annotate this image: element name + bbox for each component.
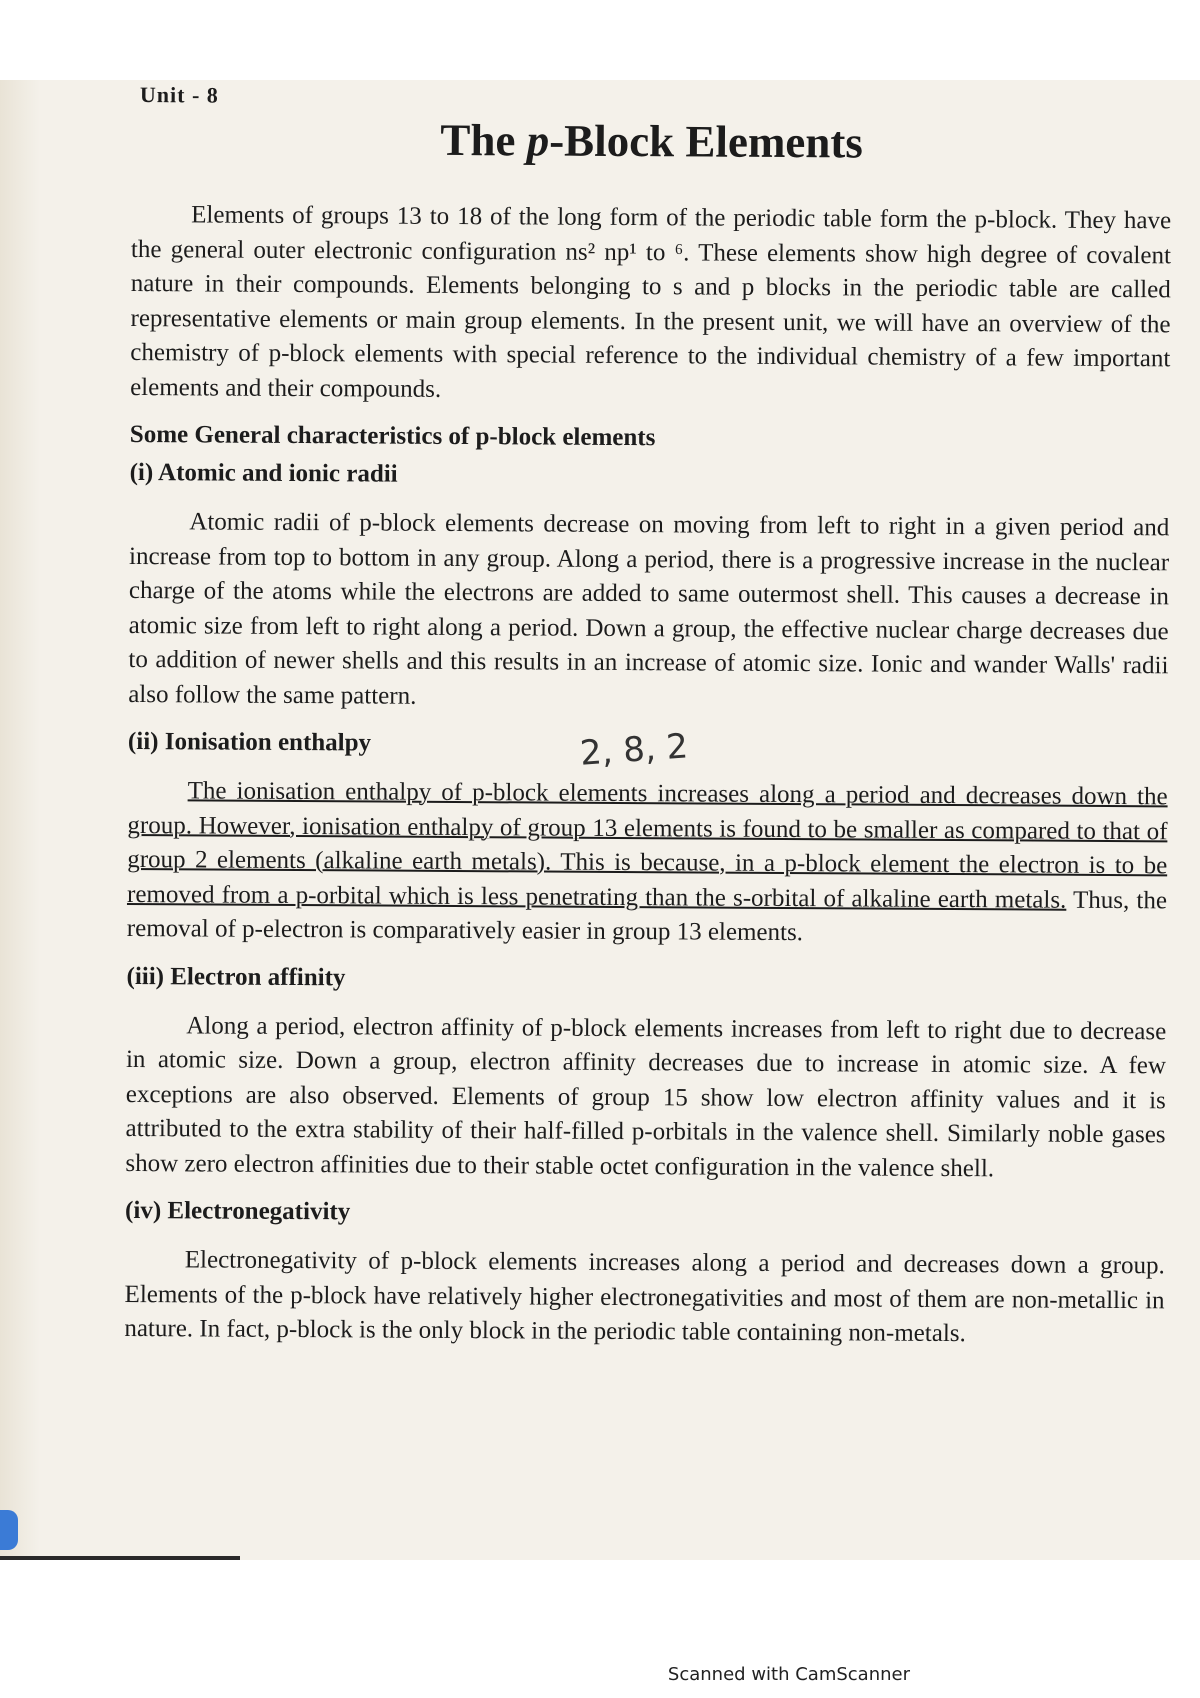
handwritten-note: 2, 8, 2 (578, 726, 690, 774)
paragraph-ionisation-enthalpy (127, 774, 1168, 953)
intro-paragraph: Elements of groups 13 to 18 of the long form of the periodic table form the p-block. They have the general outer electronic configuration ns² np¹ to ⁶. These elements show high degree of covalent nature in their compounds. Elements belonging to s and p blocks in the periodic table are called representative elements or main group elements. In the present unit, we will have an overview of the chemistry of p-block elements with special reference to the individual chemistry of a few important elements and their compounds. (130, 201, 1172, 403)
page-edge-shadow (0, 80, 40, 1560)
paragraph-electron-affinity: Along a period, electron affinity of p-block elements increases from left to right due to decrease in atomic size. Down a group, electron affinity decreases due to increase in atomic size. A few exceptions are also observed. Elements of group 15 show low electron affinity values and it is attributed to the extra stability of their half-filled p-orbitals in the valence shell. Similarly noble gases show zero electron affinities due to their stable octet configuration in the valence shell. (125, 1011, 1167, 1182)
document-content (124, 82, 1172, 1369)
section-heading: Some General characteristics of p-block elements (129, 420, 656, 452)
heading-ionisation-enthalpy: (ii) Ionisation enthalpy (127, 727, 372, 757)
ionisation-text-tail: Thus, the removal of p-electron is comparatively easier in group 13 elements. (126, 886, 1168, 947)
paragraph-atomic-ionic-radii: Atomic radii of p-block elements decrease on moving from left to right in a given period and increase from top to bottom in any group. Along a period, there is a progressive increase in the nuclear charge of the atoms while the electrons are added to same outermost shell. This causes a decrease in atomic size from left to right along a period. Down a group, the effective nuclear charge decreases due to addition of newer shells and this results in an increase of atomic size. Ionic and wander Walls' radii also follow the same pattern. (128, 508, 1170, 710)
scanner-badge: Scanned with CamScanner (667, 1664, 910, 1685)
unit-label: Unit - 8 (139, 82, 219, 108)
heading-electronegativity: (iv) Electronegativity (125, 1196, 351, 1226)
title-italic-p: p (526, 115, 550, 166)
page-bottom-edge (0, 1556, 240, 1560)
paragraph-electronegativity: Electronegativity of p-block elements increases along a period and decreases down a group. Elements of the p-block have relatively higher electronegativities and most of them are non-metallic in nature. In fact, p-block is the only block in the periodic table containing non-metals. (124, 1246, 1165, 1348)
title-prefix: The (440, 114, 527, 166)
title-suffix: -Block Elements (549, 115, 864, 168)
ionisation-text-main: The ionisation enthalpy of p-block elements increases along a period and decreases down the group. However, ionisation enthalpy of group 13 elements is found to be smaller as compared to that of group 2 elements (alkaline earth metals). This is because, in a p-block element the electron is to be removed from a p-orbital which is less penetrating than the s-orbital of alkaline earth metals. (126, 777, 1168, 914)
heading-electron-affinity: (iii) Electron affinity (126, 962, 346, 991)
heading-atomic-ionic-radii: (i) Atomic and ionic radii (129, 458, 398, 488)
page-title (131, 112, 1171, 170)
scanner-corner-mark (0, 1510, 18, 1550)
